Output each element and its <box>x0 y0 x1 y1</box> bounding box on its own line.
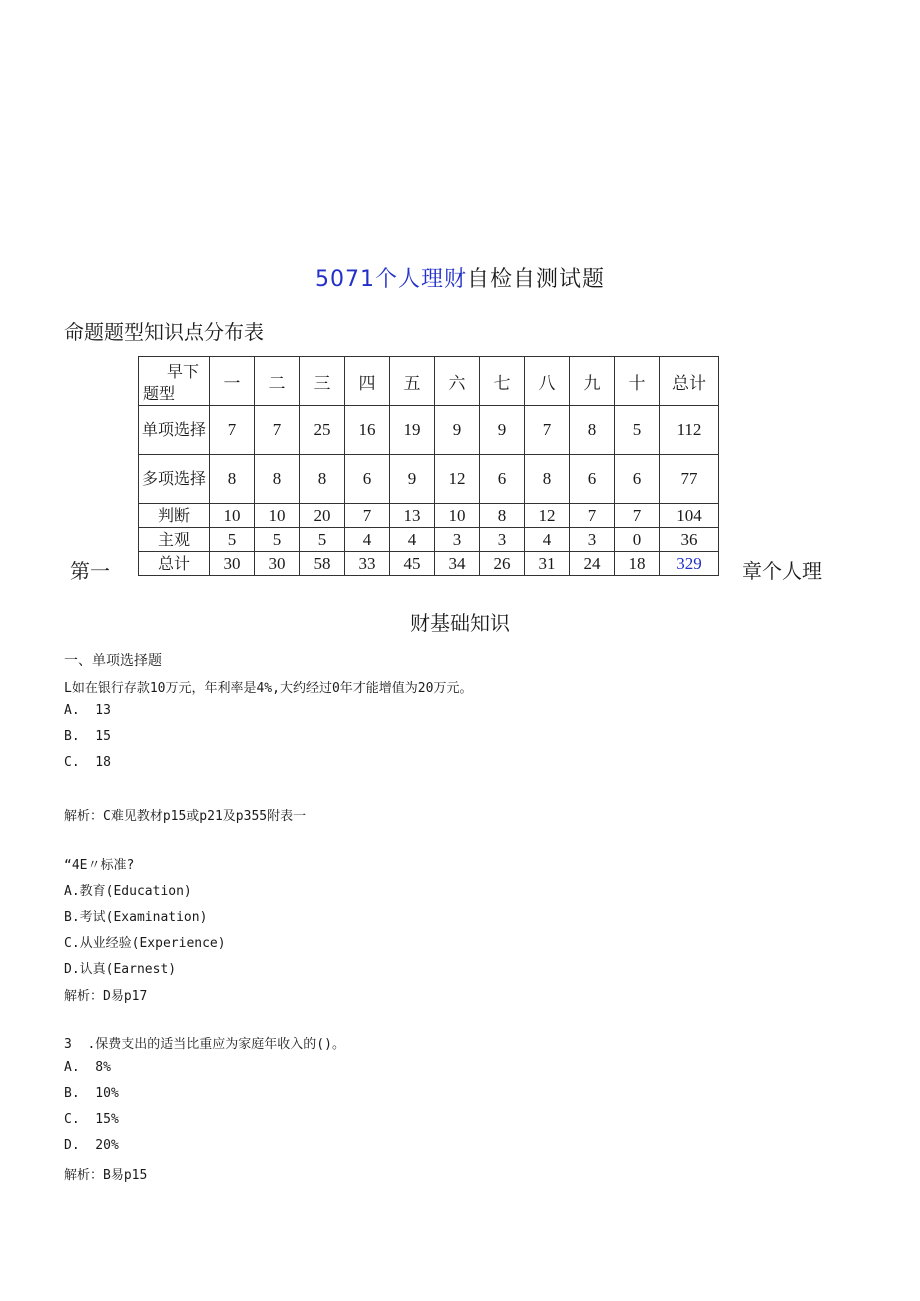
table-cell: 5 <box>255 528 300 552</box>
table-cell: 7 <box>525 406 570 455</box>
table-cell: 6 <box>345 455 390 504</box>
table-cell: 3 <box>435 528 480 552</box>
q1-option-b: B. 15 <box>64 729 111 744</box>
row-label: 主观 <box>139 528 210 552</box>
table-header-row <box>139 357 719 406</box>
q3-option-c: C. 15% <box>64 1112 119 1127</box>
q1-answer: 解析：C难见教材p15或p21及p355附表一 <box>64 809 307 824</box>
table-cell: 6 <box>615 455 660 504</box>
table-cell: 8 <box>300 455 345 504</box>
row-label: 多项选择 <box>139 455 210 504</box>
corner-top: 早下 <box>167 362 200 381</box>
table-cell: 0 <box>615 528 660 552</box>
title-part1: 5071个人理财 <box>314 267 467 292</box>
table-cell: 7 <box>570 504 615 528</box>
column-header: 五 <box>390 357 435 406</box>
q2-option-a: A.教育(Education) <box>64 884 192 899</box>
table-cell: 8 <box>255 455 300 504</box>
table-cell: 7 <box>345 504 390 528</box>
table-cell: 31 <box>525 552 570 576</box>
table-row <box>139 504 719 528</box>
table-cell: 7 <box>210 406 255 455</box>
question-2: “4E〃标准? <box>64 858 135 873</box>
question-1: L如在银行存款10万元，年利率是4%,大约经过0年才能增值为20万元。 <box>64 681 473 696</box>
table-cell: 3 <box>570 528 615 552</box>
table-cell: 58 <box>300 552 345 576</box>
q2-option-d: D.认真(Earnest) <box>64 962 177 977</box>
row-label: 单项选择 <box>139 406 210 455</box>
document-title <box>0 262 920 293</box>
table-cell: 4 <box>390 528 435 552</box>
table-cell: 9 <box>390 455 435 504</box>
table-row <box>139 406 719 455</box>
column-header: 三 <box>300 357 345 406</box>
table-caption: 命题题型知识点分布表 <box>64 320 264 344</box>
chapter-label-left: 第一 <box>70 559 110 583</box>
q2-answer: 解析：D易p17 <box>64 989 148 1004</box>
table-cell: 7 <box>255 406 300 455</box>
table-cell: 112 <box>660 406 719 455</box>
corner-bottom: 题型 <box>143 384 176 403</box>
chapter-label-right: 章个人理 <box>742 559 822 583</box>
section-heading: 一、单项选择题 <box>64 653 162 669</box>
table-cell: 77 <box>660 455 719 504</box>
column-header: 二 <box>255 357 300 406</box>
title-part2: 自检自测试题 <box>466 267 605 292</box>
question-3: 3 .保费支出的适当比重应为家庭年收入的()。 <box>64 1037 345 1052</box>
q3-option-b: B. 10% <box>64 1086 119 1101</box>
column-header: 七 <box>480 357 525 406</box>
table-cell: 45 <box>390 552 435 576</box>
distribution-table <box>138 356 719 576</box>
table-cell: 12 <box>525 504 570 528</box>
table-cell: 34 <box>435 552 480 576</box>
table-cell: 5 <box>615 406 660 455</box>
q3-answer: 解析：B易p15 <box>64 1168 148 1183</box>
table-cell: 8 <box>480 504 525 528</box>
table-cell: 36 <box>660 528 719 552</box>
column-header: 八 <box>525 357 570 406</box>
table-cell: 25 <box>300 406 345 455</box>
q2-option-b: B.考试(Examination) <box>64 910 208 925</box>
table-cell: 18 <box>615 552 660 576</box>
table-cell: 4 <box>345 528 390 552</box>
table-cell: 9 <box>480 406 525 455</box>
q2-option-c: C.从业经验(Experience) <box>64 936 226 951</box>
table-cell: 8 <box>570 406 615 455</box>
table-cell: 10 <box>210 504 255 528</box>
table-cell: 30 <box>255 552 300 576</box>
table-cell: 9 <box>435 406 480 455</box>
table-cell: 13 <box>390 504 435 528</box>
table-cell: 24 <box>570 552 615 576</box>
table-cell: 16 <box>345 406 390 455</box>
table-cell: 4 <box>525 528 570 552</box>
table-row <box>139 455 719 504</box>
table-cell: 104 <box>660 504 719 528</box>
table-cell: 6 <box>570 455 615 504</box>
table-cell: 6 <box>480 455 525 504</box>
column-header: 六 <box>435 357 480 406</box>
table-cell: 26 <box>480 552 525 576</box>
table-cell: 12 <box>435 455 480 504</box>
column-header: 九 <box>570 357 615 406</box>
q3-option-d: D. 20% <box>64 1138 119 1153</box>
corner-cell <box>139 357 210 406</box>
table-row-total <box>139 552 719 576</box>
table-row <box>139 528 719 552</box>
row-label: 判断 <box>139 504 210 528</box>
column-header: 总计 <box>660 357 719 406</box>
table-cell: 8 <box>525 455 570 504</box>
table-cell: 3 <box>480 528 525 552</box>
table-cell: 10 <box>435 504 480 528</box>
table-cell: 30 <box>210 552 255 576</box>
q1-option-c: C. 18 <box>64 755 111 770</box>
chapter-title: 财基础知识 <box>410 611 510 635</box>
row-label: 总计 <box>139 552 210 576</box>
q3-option-a: A. 8% <box>64 1060 111 1075</box>
table-cell: 8 <box>210 455 255 504</box>
table-cell: 7 <box>615 504 660 528</box>
table-cell: 5 <box>210 528 255 552</box>
table-cell: 20 <box>300 504 345 528</box>
grand-total-cell: 329 <box>660 552 719 576</box>
q1-option-a: A. 13 <box>64 703 111 718</box>
table-cell: 10 <box>255 504 300 528</box>
table-cell: 19 <box>390 406 435 455</box>
column-header: 四 <box>345 357 390 406</box>
table-cell: 5 <box>300 528 345 552</box>
table-cell: 33 <box>345 552 390 576</box>
column-header: 一 <box>210 357 255 406</box>
column-header: 十 <box>615 357 660 406</box>
